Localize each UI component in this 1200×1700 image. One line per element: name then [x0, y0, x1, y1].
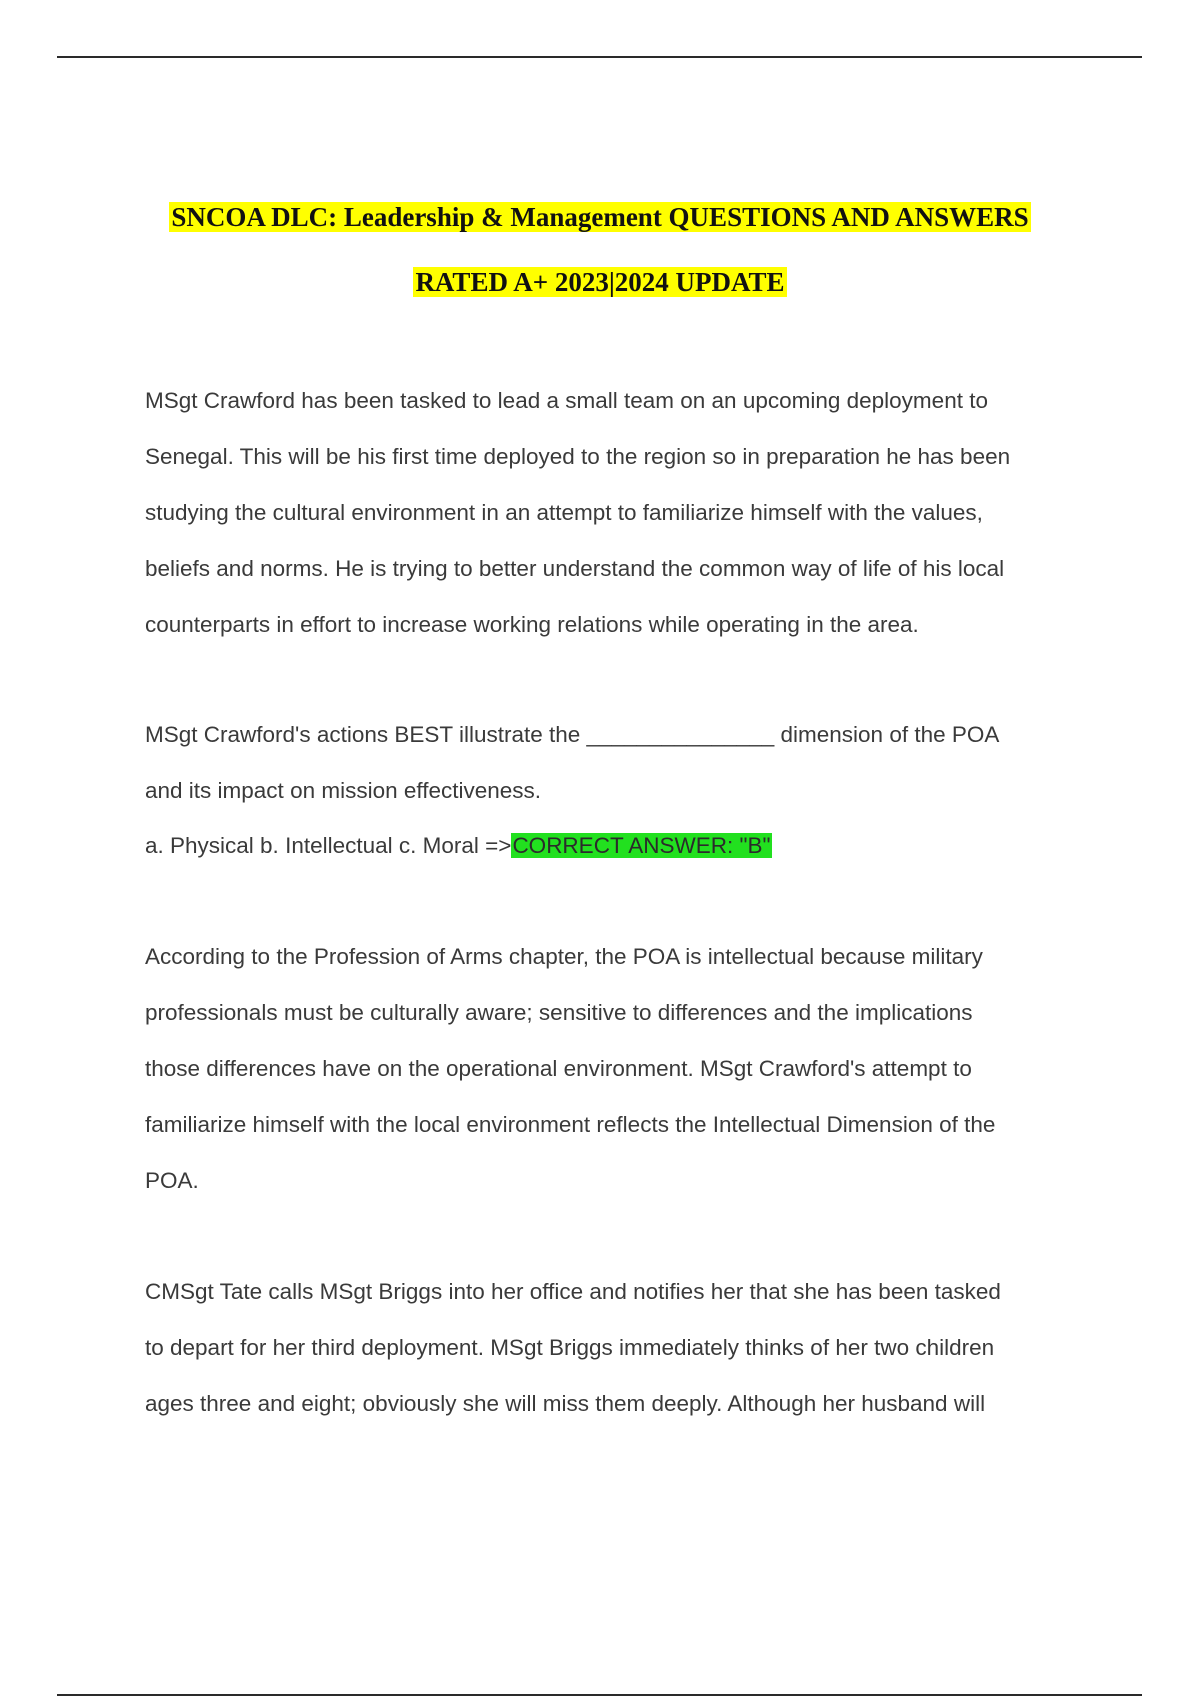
document-title-line-2	[0, 265, 1200, 299]
options-text: a. Physical b. Intellectual c. Moral =>	[145, 833, 512, 858]
text-line: and its impact on mission effectiveness.	[145, 778, 542, 803]
text-line: beliefs and norms. He is trying to better understand the common way of life of his local	[145, 556, 1005, 581]
text-line: professionals must be culturally aware; sensitive to differences and the implications	[145, 1000, 973, 1025]
text-line: familiarize himself with the local environment reflects the Intellectual Dimension of the	[145, 1112, 996, 1137]
title-highlight-1: SNCOA DLC: Leadership & Management QUESTIONS AND ANSWERS	[171, 202, 1029, 232]
title-highlight-2: RATED A+ 2023|2024 UPDATE	[415, 267, 785, 297]
question-1-explanation	[145, 929, 1105, 1209]
header-rule	[57, 56, 1142, 58]
text-line: to depart for her third deployment. MSgt Briggs immediately thinks of her two children	[145, 1335, 995, 1360]
correct-answer-highlight: CORRECT ANSWER: "B"	[512, 833, 771, 858]
question-1-options	[145, 831, 772, 861]
text-line: counterparts in effort to increase working relations while operating in the area.	[145, 612, 919, 637]
text-line: MSgt Crawford's actions BEST illustrate the _______________ dimension of the POA	[145, 722, 1000, 747]
question-2-scenario	[145, 1264, 1105, 1432]
footer-rule	[57, 1694, 1142, 1696]
text-line: Senegal. This will be his first time deployed to the region so in preparation he has been	[145, 444, 1011, 469]
text-line: studying the cultural environment in an attempt to familiarize himself with the values,	[145, 500, 983, 525]
text-line: those differences have on the operational environment. MSgt Crawford's attempt to	[145, 1056, 972, 1081]
text-line: According to the Profession of Arms chapter, the POA is intellectual because military	[145, 944, 983, 969]
text-line: CMSgt Tate calls MSgt Briggs into her office and notifies her that she has been tasked	[145, 1279, 1001, 1304]
question-1-scenario	[145, 373, 1105, 653]
document-title-line-1	[0, 200, 1200, 234]
text-line: POA.	[145, 1168, 199, 1193]
text-line: MSgt Crawford has been tasked to lead a small team on an upcoming deployment to	[145, 388, 988, 413]
question-1-prompt	[145, 707, 1105, 819]
text-line: ages three and eight; obviously she will miss them deeply. Although her husband will	[145, 1391, 986, 1416]
